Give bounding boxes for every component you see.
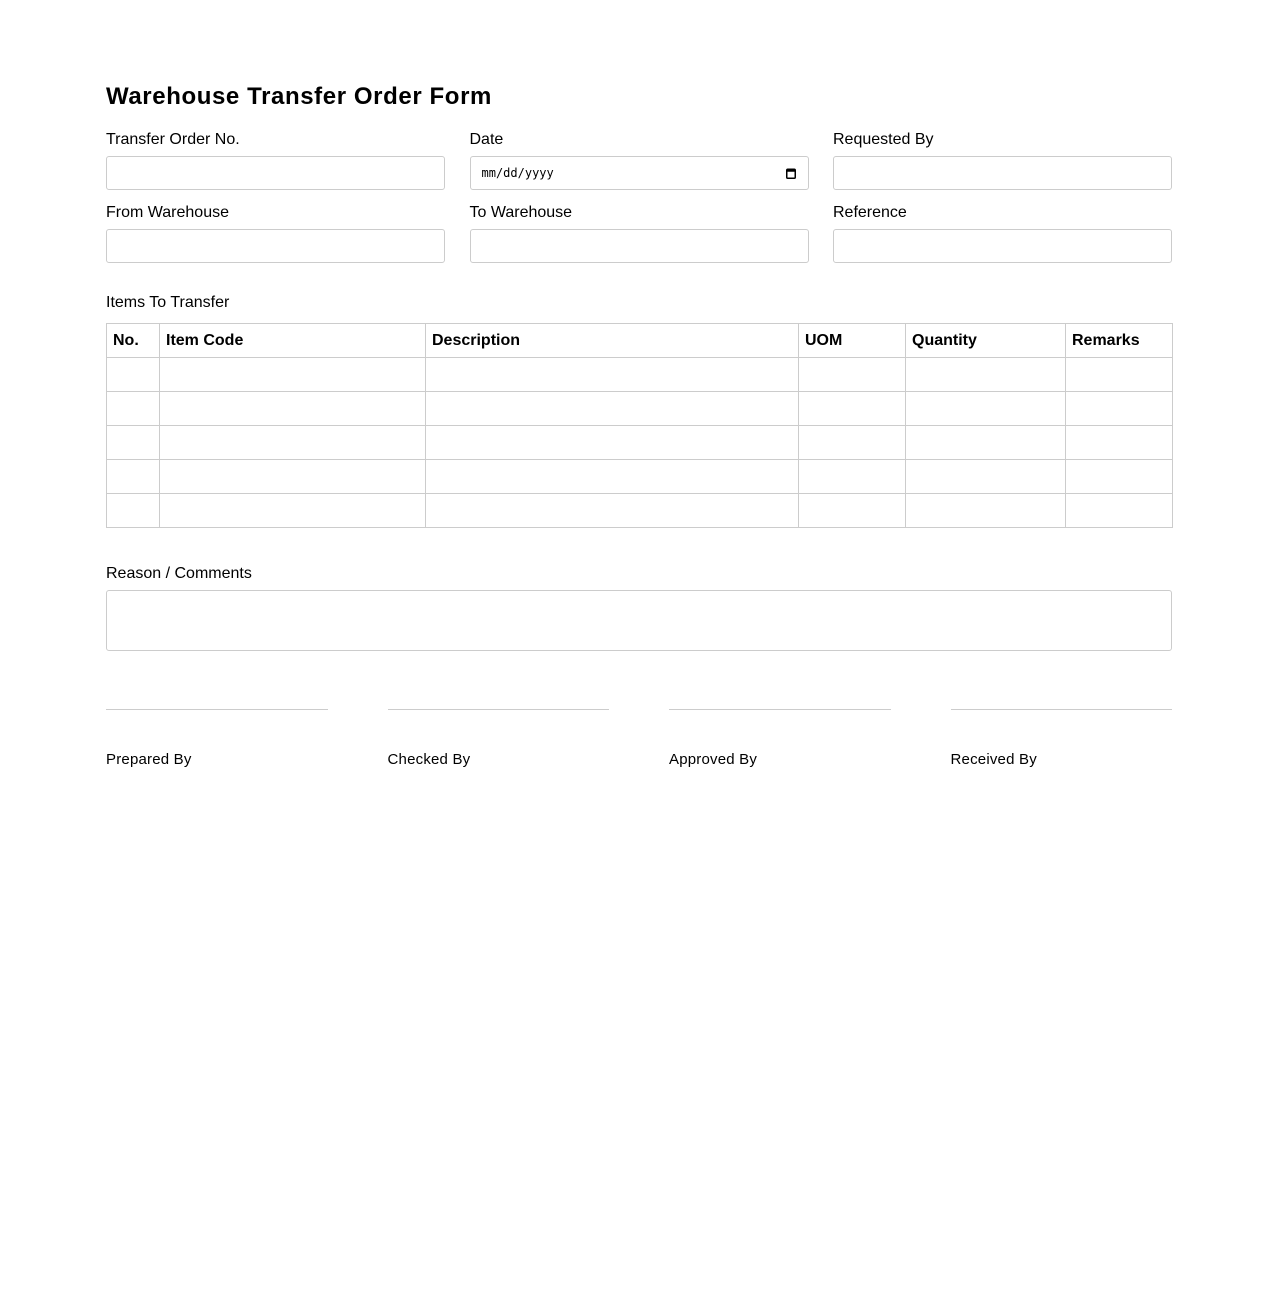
cell-description[interactable]: [426, 460, 799, 494]
cell-item-code[interactable]: [160, 392, 426, 426]
cell-uom[interactable]: [799, 392, 906, 426]
signature-label: Approved By: [669, 751, 758, 768]
reason-comments-textarea[interactable]: [106, 590, 1172, 651]
cell-no[interactable]: [107, 358, 160, 392]
cell-remarks[interactable]: [1066, 494, 1173, 528]
signature-line[interactable]: [951, 709, 1173, 710]
signature-label: Checked By: [387, 751, 471, 768]
cell-quantity[interactable]: [906, 358, 1066, 392]
column-header-quantity: Quantity: [906, 324, 1066, 358]
cell-no[interactable]: [107, 494, 160, 528]
cell-no[interactable]: [107, 392, 160, 426]
calendar-icon[interactable]: [786, 168, 796, 179]
reference-label: Reference: [833, 204, 907, 221]
transfer-order-no-input[interactable]: [106, 156, 445, 190]
items-table: [106, 323, 1173, 528]
cell-description[interactable]: [426, 494, 799, 528]
cell-quantity[interactable]: [906, 426, 1066, 460]
table-row: [107, 358, 1173, 392]
column-header-no: No.: [107, 324, 160, 358]
items-section-label: Items To Transfer: [106, 294, 230, 311]
field-date: [470, 130, 809, 190]
field-to-warehouse: [470, 203, 809, 263]
cell-item-code[interactable]: [160, 494, 426, 528]
signature-approved-by: [669, 700, 891, 780]
table-header-row: [107, 324, 1173, 358]
table-row: [107, 494, 1173, 528]
cell-uom[interactable]: [799, 494, 906, 528]
signature-prepared-by: [106, 700, 328, 780]
header-fields-row-2: [106, 203, 1172, 263]
cell-quantity[interactable]: [906, 460, 1066, 494]
signature-line[interactable]: [106, 709, 328, 710]
column-header-remarks: Remarks: [1066, 324, 1173, 358]
requested-by-label: Requested By: [833, 131, 934, 148]
cell-remarks[interactable]: [1066, 460, 1173, 494]
table-row: [107, 460, 1173, 494]
cell-description[interactable]: [426, 358, 799, 392]
reference-input[interactable]: [833, 229, 1172, 263]
signature-label: Received By: [950, 751, 1037, 768]
cell-description[interactable]: [426, 426, 799, 460]
cell-no[interactable]: [107, 426, 160, 460]
signature-checked-by: [388, 700, 610, 780]
cell-uom[interactable]: [799, 358, 906, 392]
cell-quantity[interactable]: [906, 494, 1066, 528]
field-transfer-order-no: [106, 130, 445, 190]
column-header-item-code: Item Code: [160, 324, 426, 358]
cell-description[interactable]: [426, 392, 799, 426]
date-input[interactable]: [470, 156, 809, 190]
cell-item-code[interactable]: [160, 426, 426, 460]
cell-remarks[interactable]: [1066, 392, 1173, 426]
date-placeholder: mm/dd/yyyy: [481, 166, 554, 180]
cell-remarks[interactable]: [1066, 358, 1173, 392]
date-label: Date: [469, 131, 504, 148]
from-warehouse-label: From Warehouse: [106, 204, 229, 221]
column-header-uom: UOM: [799, 324, 906, 358]
signature-line[interactable]: [388, 709, 610, 710]
cell-item-code[interactable]: [160, 460, 426, 494]
signature-received-by: [951, 700, 1173, 780]
requested-by-input[interactable]: [833, 156, 1172, 190]
table-row: [107, 426, 1173, 460]
to-warehouse-label: To Warehouse: [469, 204, 573, 221]
field-reference: [833, 203, 1172, 263]
column-header-description: Description: [426, 324, 799, 358]
to-warehouse-input[interactable]: [470, 229, 809, 263]
field-requested-by: [833, 130, 1172, 190]
field-from-warehouse: [106, 203, 445, 263]
signature-line[interactable]: [669, 709, 891, 710]
cell-item-code[interactable]: [160, 358, 426, 392]
cell-quantity[interactable]: [906, 392, 1066, 426]
cell-uom[interactable]: [799, 426, 906, 460]
table-row: [107, 392, 1173, 426]
cell-uom[interactable]: [799, 460, 906, 494]
page-title: Warehouse Transfer Order Form: [106, 83, 492, 110]
header-fields-row-1: [106, 130, 1172, 190]
cell-remarks[interactable]: [1066, 426, 1173, 460]
cell-no[interactable]: [107, 460, 160, 494]
signature-section: [106, 700, 1172, 780]
signature-label: Prepared By: [106, 751, 192, 768]
from-warehouse-input[interactable]: [106, 229, 445, 263]
transfer-order-no-label: Transfer Order No.: [106, 131, 240, 148]
reason-comments-label: Reason / Comments: [106, 565, 252, 582]
